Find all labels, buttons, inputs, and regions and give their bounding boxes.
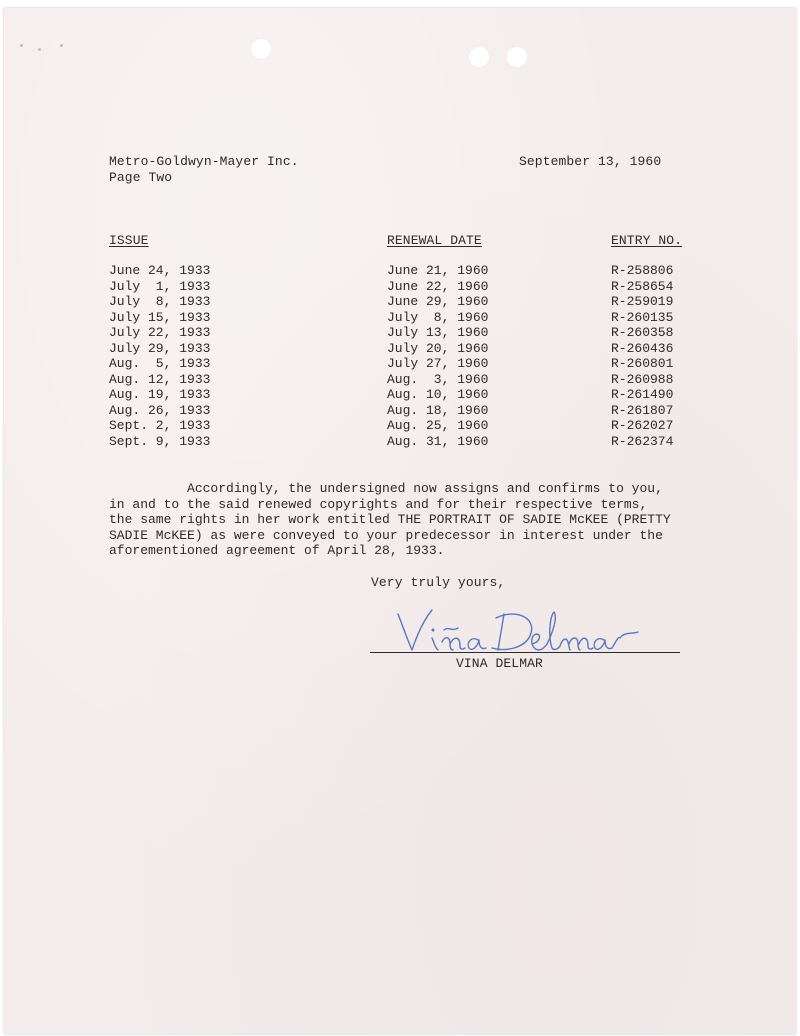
table-row (0, 356, 800, 372)
table-row (0, 341, 800, 357)
renewal-date: July 8, 1960 (387, 309, 489, 325)
paper-speck (60, 44, 63, 47)
table-row (0, 325, 800, 341)
handwritten-signature (392, 602, 652, 664)
paragraph-line: the same rights in her work entitled THE PORTRAIT OF SADIE McKEE (PRETTY (109, 512, 671, 528)
issue-date: Aug. 19, 1933 (109, 387, 211, 402)
issue-date: Aug. 12, 1933 (109, 371, 211, 387)
entry-number: R-261490 (611, 387, 674, 402)
page-label: Page Two (109, 170, 173, 185)
entry-number: R-260801 (611, 356, 674, 371)
renewal-date: June 22, 1960 (387, 278, 489, 294)
assignment-paragraph (109, 481, 699, 559)
paragraph-line: SADIE McKEE) as were conveyed to your predecessor in interest under the (109, 527, 663, 543)
entry-number: R-258806 (611, 263, 674, 278)
entry-number: R-262374 (611, 433, 674, 449)
punch-hole-left (250, 38, 272, 60)
issue-date: July 15, 1933 (109, 309, 211, 325)
table-row (0, 310, 800, 326)
entry-number: R-262027 (611, 418, 674, 433)
renewal-date: Aug. 3, 1960 (387, 371, 489, 387)
issue-date: July 22, 1933 (109, 325, 211, 340)
renewal-date: Aug. 31, 1960 (387, 433, 489, 449)
table-row (0, 279, 800, 295)
renewal-date: Aug. 18, 1960 (387, 402, 489, 418)
paragraph-line: Accordingly, the undersigned now assigns and confirms to you, (109, 481, 663, 496)
issue-date: June 24, 1933 (109, 263, 211, 278)
renewal-date: June 29, 1960 (387, 294, 489, 309)
recipient-company: Metro-Goldwyn-Mayer Inc. (109, 154, 299, 169)
issue-date: Sept. 2, 1933 (109, 418, 211, 433)
entry-number: R-261807 (611, 402, 674, 418)
table-header-renewal-date: RENEWAL DATE (387, 233, 482, 248)
table-row (0, 387, 800, 403)
table-row (0, 403, 800, 419)
table-row (0, 372, 800, 388)
issue-date: July 29, 1933 (109, 340, 211, 356)
renewal-date: Aug. 25, 1960 (387, 418, 489, 433)
issue-date: Sept. 9, 1933 (109, 433, 211, 449)
punch-hole-middle (468, 46, 490, 68)
table-header-issue: ISSUE (109, 233, 149, 248)
paper-speck (38, 48, 41, 51)
entry-number: R-258654 (611, 278, 674, 294)
table-row (0, 294, 800, 310)
table-row (0, 263, 800, 279)
table-header-entry-no: ENTRY NO. (611, 233, 683, 248)
letter-date: September 13, 1960 (519, 154, 662, 169)
renewal-date: July 27, 1960 (387, 356, 489, 371)
issue-date: July 1, 1933 (109, 278, 211, 294)
entry-number: R-260358 (611, 325, 674, 340)
renewal-date: July 20, 1960 (387, 340, 489, 356)
issue-date: July 8, 1933 (109, 294, 211, 309)
punch-hole-right (506, 46, 528, 68)
closing-salutation: Very truly yours, (371, 575, 506, 590)
entry-number: R-259019 (611, 294, 674, 309)
renewal-date: June 21, 1960 (387, 263, 489, 278)
issue-date: Aug. 26, 1933 (109, 402, 211, 418)
entry-number: R-260436 (611, 340, 674, 356)
paper-speck (20, 44, 23, 47)
renewal-date: July 13, 1960 (387, 325, 489, 340)
signature-line (370, 652, 680, 653)
paragraph-line: in and to the said renewed copyrights and for their respective terms, (109, 496, 648, 512)
entry-number: R-260135 (611, 309, 674, 325)
renewal-date: Aug. 10, 1960 (387, 387, 489, 402)
signatory-name: VINA DELMAR (456, 656, 543, 671)
entry-number: R-260988 (611, 371, 674, 387)
table-row (0, 434, 800, 450)
issue-date: Aug. 5, 1933 (109, 356, 211, 371)
paragraph-line: aforementioned agreement of April 28, 1933. (109, 543, 445, 559)
table-row (0, 418, 800, 434)
